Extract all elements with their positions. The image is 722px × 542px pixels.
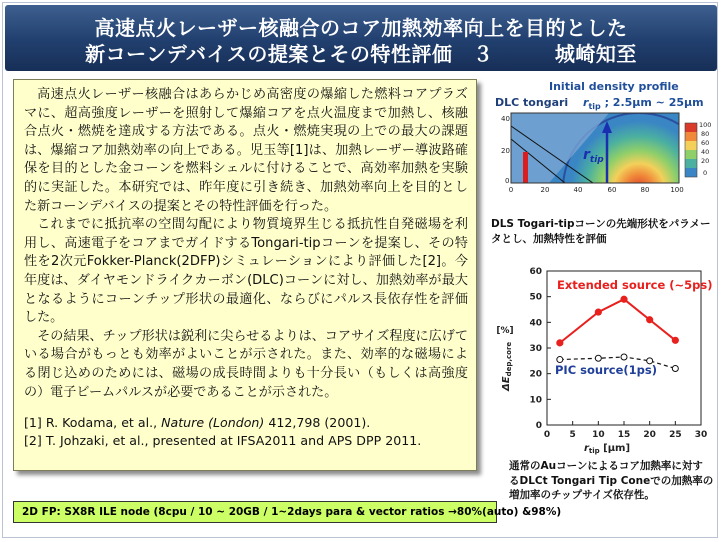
colorbar-ticks bbox=[699, 121, 711, 177]
density-profile-figure bbox=[489, 77, 715, 227]
profile-caption-line-2: タとし、加熱特性を評価 bbox=[491, 233, 607, 245]
profile-caption bbox=[491, 217, 717, 247]
colorbar bbox=[685, 123, 697, 177]
svg-text:60: 60 bbox=[607, 186, 617, 194]
y-tick-label: 30 bbox=[529, 344, 542, 354]
y-tick-label: 10 bbox=[529, 395, 542, 406]
paragraph-1: 高速点火レーザー核融合はあらかじめ高密度の爆縮した燃料コアプラズマに、超高強度レーザーを照射して爆縮コアを点火温度まで加熱し、核融合点火・燃焼を達成する方法である。点火・燃焼実現の上での最大の課題は、爆縮コア加熱効率の向上である。児玉等[1]は、加熱レーザー導波路確保を目的とした金コーンを燃料シェルに付けることで、高効率加熱を実験的に実証した。本研究では、昨年度に引き続き、加熱効率向上を目的とした新コーンデバイスの提案とその特性評価を行った。 bbox=[24, 87, 468, 214]
svg-text:100: 100 bbox=[670, 186, 684, 194]
x-tick-label: 15 bbox=[617, 430, 631, 440]
data-point-extended bbox=[620, 296, 627, 303]
data-point-extended bbox=[672, 337, 679, 344]
x-tick-label: 10 bbox=[592, 430, 605, 440]
legend-extended-source: Extended source (~5ps) bbox=[557, 278, 713, 292]
legend-pic-source: PIC source(1ps) bbox=[555, 363, 657, 377]
chart-caption-line-1: 通常のAuコーンによるコア加熱率に対す bbox=[509, 460, 703, 472]
reference-1 bbox=[24, 414, 468, 432]
y-tick-label: 0 bbox=[535, 421, 542, 431]
y-axis-label: $\Delta E_{dep,core}$ bbox=[501, 341, 513, 391]
paragraph-2: これまでに抵抗率の空間勾配により物質境界生じる抵抗性自発磁場を利用し、高速電子をコアまでガイドするTongari-tipコーンを提案し、その特性を2次元Fokker-Planck(2DFP)シミュレーションにより評価した[2]。今年度は、ダイヤモンドライクカーボン(DLC)コーンに対し、加熱効率が最大となるようにコーンチップ形状の最適化、ならびにパルス長依存性を評価した。 bbox=[24, 217, 468, 326]
svg-text:20: 20 bbox=[501, 147, 510, 155]
y-tick-label: 60 bbox=[529, 267, 542, 277]
title-bar bbox=[5, 5, 717, 71]
slide bbox=[2, 2, 718, 538]
x-axis-label: $r_{tip}$ [μm] bbox=[583, 443, 631, 455]
computation-info: 2D FP: SX8R ILE node (8cpu / 10 ~ 20GB / 1~2days para & vector ratios →80%(auto) &98%) bbox=[13, 501, 497, 523]
paragraph-3: その結果、チップ形状は鋭利に尖らせるよりは、コアサイズ程度に広げている場合がもっとも効率がよいことが示された。また、効率的な磁場による閉じ込めのためには、磁場の成長時間よりも十分長い（もしくは高強度の）電子ビームパルスが必要であることが示された。 bbox=[24, 328, 468, 400]
y-axis-unit: [%] bbox=[496, 326, 514, 336]
data-point-pic bbox=[621, 354, 627, 360]
svg-text:80: 80 bbox=[640, 186, 650, 194]
svg-text:0: 0 bbox=[505, 177, 510, 185]
title-line-1: 高速点火レーザー核融合のコア加熱効率向上を目的とした bbox=[94, 16, 628, 40]
svg-text:0: 0 bbox=[508, 186, 514, 194]
data-point-extended bbox=[556, 339, 563, 346]
data-point-pic bbox=[672, 366, 678, 372]
x-tick-label: 20 bbox=[643, 430, 656, 440]
y-tick-label: 50 bbox=[529, 292, 542, 303]
x-tick-label: 30 bbox=[694, 430, 708, 440]
svg-text:80: 80 bbox=[701, 130, 710, 138]
data-point-pic bbox=[557, 357, 563, 363]
reference-1-journal: Nature (London) bbox=[161, 415, 265, 431]
x-tick-label: 5 bbox=[569, 430, 576, 440]
profile-x-ticks bbox=[509, 186, 684, 194]
profile-caption-line-1: DLS Togari-tipコーンの先端形状をパラメー bbox=[491, 218, 711, 230]
data-point-extended bbox=[646, 316, 653, 323]
profile-y-ticks bbox=[501, 115, 510, 185]
svg-text:60: 60 bbox=[701, 139, 710, 147]
dlc-tongari-label: DLC tongari bbox=[495, 96, 569, 109]
svg-text:100: 100 bbox=[699, 121, 712, 129]
tip-marker bbox=[523, 152, 528, 183]
abstract-box bbox=[13, 79, 477, 471]
density-profile-heading: Initial density profile bbox=[549, 80, 679, 93]
efficiency-chart bbox=[489, 261, 717, 455]
x-tick-label: 0 bbox=[543, 430, 551, 440]
chart-caption-line-2: るDLCt Tongari Tip Coneでの加熱率の bbox=[509, 474, 714, 487]
x-tick-label: 25 bbox=[669, 430, 682, 440]
chart-caption bbox=[509, 459, 717, 503]
chart-caption-line-3: 増加率のチップサイズ依存性。 bbox=[509, 489, 655, 501]
reference-2: [2] T. Johzaki, et al., presented at IFSA2011 and APS DPP 2011. bbox=[24, 433, 422, 449]
title-line-2: 新コーンデバイスの提案とその特性評価 ３ 城崎知至 bbox=[85, 42, 637, 66]
data-point-pic bbox=[595, 355, 601, 361]
svg-text:20: 20 bbox=[540, 186, 550, 194]
reference-1-authors: [1] R. Kodama, et al., bbox=[24, 415, 162, 431]
rtip-arrow-label: $r_{tip}$ bbox=[583, 147, 604, 165]
svg-text:20: 20 bbox=[701, 157, 710, 165]
svg-text:40: 40 bbox=[701, 148, 710, 156]
references bbox=[24, 414, 468, 450]
y-tick-label: 20 bbox=[529, 369, 542, 380]
svg-text:0: 0 bbox=[703, 169, 708, 177]
svg-text:40: 40 bbox=[573, 186, 583, 194]
reference-1-volume: 412,798 (2001). bbox=[264, 415, 371, 431]
rtip-range-label: $r_{tip}$ ; 2.5μm ~ 25μm bbox=[583, 96, 704, 111]
y-tick-label: 40 bbox=[529, 318, 542, 329]
svg-text:40: 40 bbox=[501, 115, 510, 123]
data-point-extended bbox=[595, 308, 602, 315]
